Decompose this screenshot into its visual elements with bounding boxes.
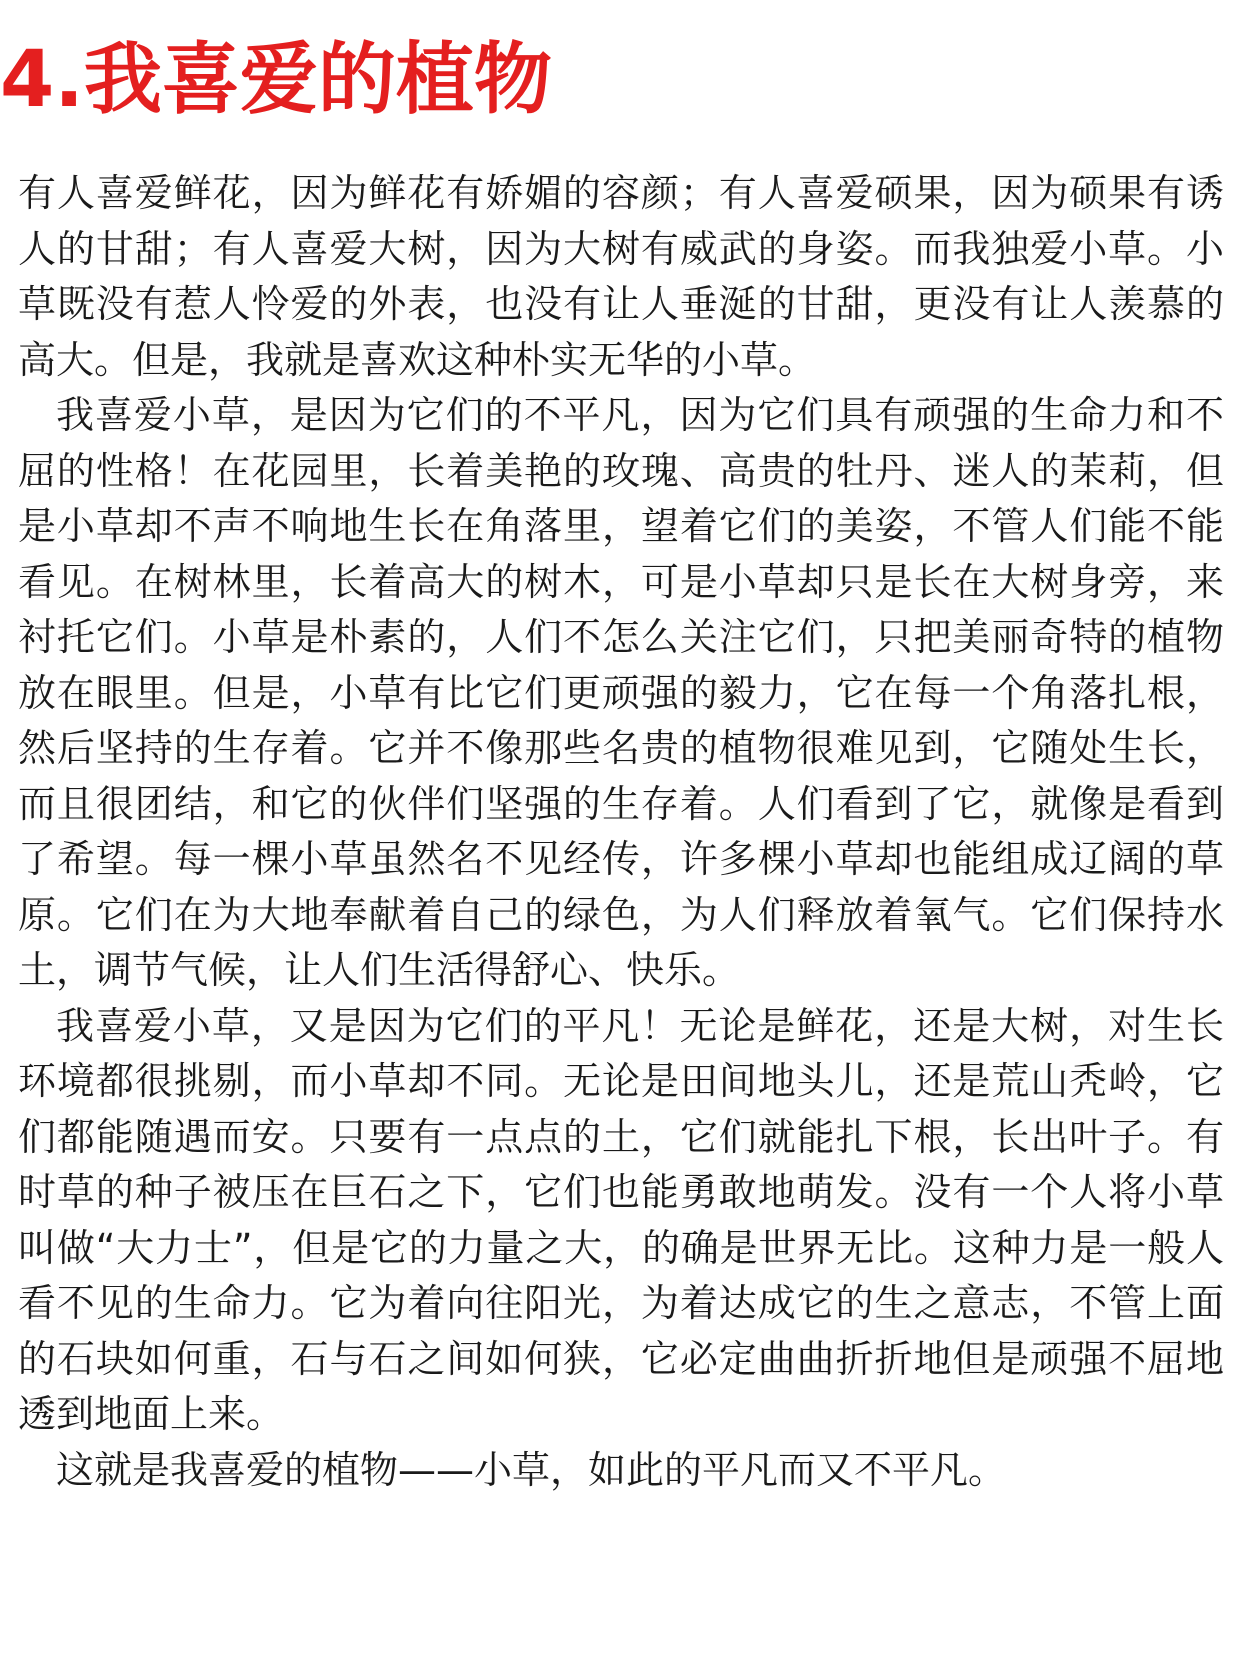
article-body	[18, 166, 1224, 1498]
document-title: 4.我喜爱的植物	[0, 35, 552, 125]
paragraph-4: 这就是我喜爱的植物——小草，如此的平凡而又不平凡。	[56, 1447, 1007, 1492]
paragraph-1: 有人喜爱鲜花，因为鲜花有娇媚的容颜；有人喜爱硕果，因为硕果有诱人的甘甜；有人喜爱大树，因为大树有威武的身姿。而我独爱小草。小草既没有惹人怜爱的外表，也没有让人垂涎的甘甜，更没有让人羡慕的高大。但是，我就是喜欢这种朴实无华的小草。	[18, 171, 1224, 382]
paragraph-2: 我喜爱小草，是因为它们的不平凡，因为它们具有顽强的生命力和不屈的性格！在花园里，长着美艳的玫瑰、高贵的牡丹、迷人的茉莉，但是小草却不声不响地生长在角落里，望着它们的美姿，不管人们能不能看见。在树林里，长着高大的树木，可是小草却只是长在大树身旁，来衬托它们。小草是朴素的，人们不怎么关注它们，只把美丽奇特的植物放在眼里。但是，小草有比它们更顽强的毅力，它在每一个角落扎根，然后坚持的生存着。它并不像那些名贵的植物很难见到，它随处生长，而且很团结，和它的伙伴们坚强的生存着。人们看到了它，就像是看到了希望。每一棵小草虽然名不见经传，许多棵小草却也能组成辽阔的草原。它们在为大地奉献着自己的绿色，为人们释放着氧气。它们保持水土，调节气候，让人们生活得舒心、快乐。	[18, 393, 1224, 992]
paragraph-3: 我喜爱小草，又是因为它们的平凡！无论是鲜花，还是大树，对生长环境都很挑剔，而小草却不同。无论是田间地头儿，还是荒山秃岭，它们都能随遇而安。只要有一点点的土，它们就能扎下根，长出叶子。有时草的种子被压在巨石之下，它们也能勇敢地萌发。没有一个人将小草叫做“大力士”，但是它的力量之大，的确是世界无比。这种力是一般人看不见的生命力。它为着向往阳光，为着达成它的生之意志，不管上面的石块如何重，石与石之间如何狭，它必定曲曲折折地但是顽强不屈地透到地面上来。	[18, 1003, 1224, 1436]
